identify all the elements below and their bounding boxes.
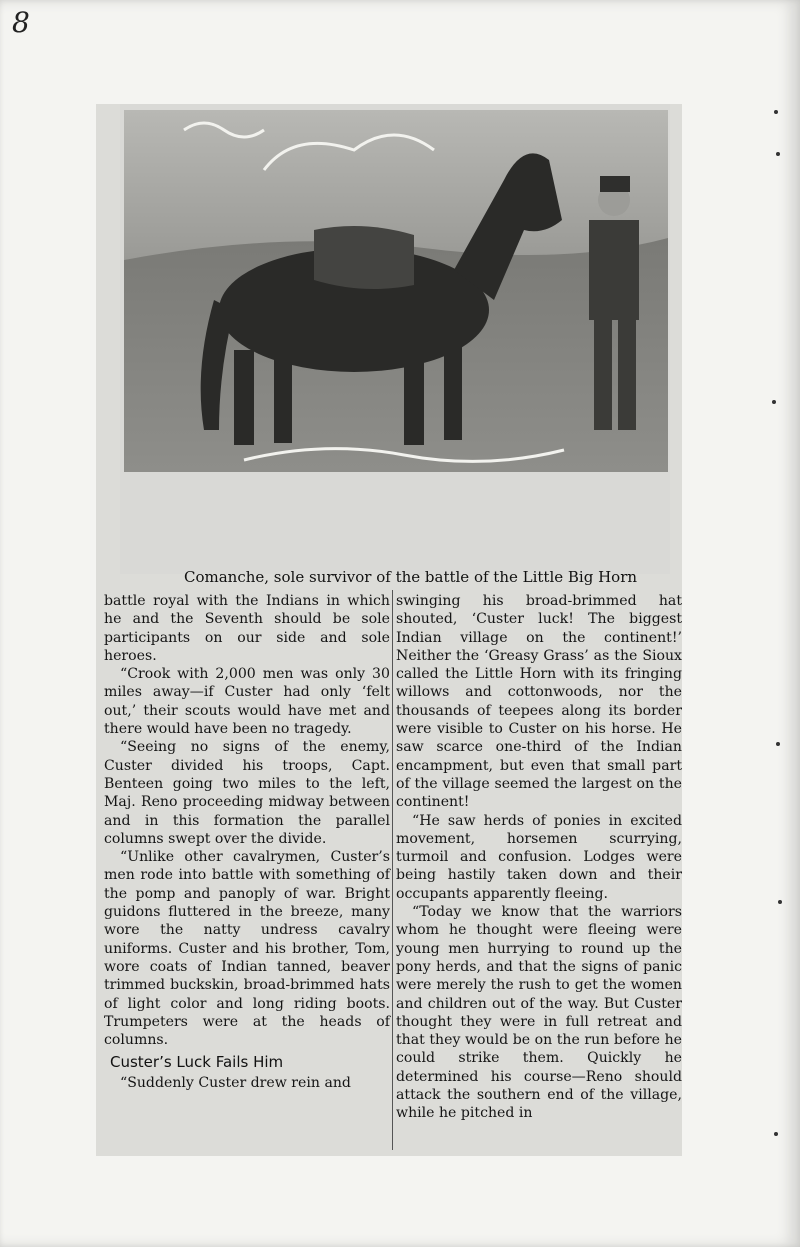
- scan-speck: [778, 900, 782, 904]
- section-subhead: Custer’s Luck Fails Him: [110, 1053, 284, 1072]
- scan-speck: [774, 110, 778, 114]
- scan-speck: [776, 742, 780, 746]
- paragraph: “Unlike other cavalrymen, Custer’s men rode into battle with something of the pomp and panoply of war. Bright guidons fluttered in the breeze, many wore the natty undress cavalry uniforms. Custer and his brother, Tom, wore coats of Indian tanned, beaver trimmed buckskin, broad-brimmed hats of light color and long riding boots. Trumpeters were at the heads of columns.: [104, 849, 390, 1049]
- scan-speck: [776, 152, 780, 156]
- paragraph: “Suddenly Custer drew rein and: [120, 1074, 351, 1091]
- article-column-right: [396, 592, 682, 1123]
- page-number: 8: [12, 6, 30, 39]
- paragraph: swinging his broad-brimmed hat shouted, ‘Custer luck! The biggest Indian village on the continent!’ Neither the ‘Greasy Grass’ as the Sioux called the Little Horn with its fringing willows and cottonwoods, nor the thousands of teepees along its border were visible to Custer on his horse. He saw scarce one-third of the Indian encampment, but even that small part of the village seemed the largest on the continent!: [396, 593, 682, 811]
- paragraph: battle royal with the Indians in which he and the Seventh should be sole participants on our side and sole heroes.: [104, 593, 390, 664]
- column-divider: [392, 590, 393, 1150]
- article-column-left: [104, 592, 390, 1092]
- scan-speck: [774, 1132, 778, 1136]
- paragraph: “Today we know that the warriors whom he thought were fleeing were young men hurrying to round up the pony herds, and that the signs of panic were merely the rush to get the women and children out of the way. But Custer thought they were in full retreat and that they would be on the run before he could strike them. Quickly he determined his course—Reno should attack the southern end of the village, while he pitched in: [396, 904, 682, 1122]
- horse-photo-illustration: [124, 110, 668, 472]
- paragraph: “Seeing no signs of the enemy, Custer divided his troops, Capt. Benteen going two miles to the left, Maj. Reno proceeding midway between and in this formation the parallel columns swept over the divide.: [104, 739, 390, 847]
- horse-photo: [124, 110, 668, 472]
- photo-caption: Comanche, sole survivor of the battle of the Little Big Horn: [184, 568, 638, 586]
- scan-speck: [772, 400, 776, 404]
- paragraph: “Crook with 2,000 men was only 30 miles away—if Custer had only ‘felt out,’ their scouts would have met and there would have been no tragedy.: [104, 666, 390, 738]
- paragraph: “He saw herds of ponies in excited movement, horsemen scurrying, turmoil and confusion. Lodges were being hastily taken down and their occupants apparently fleeing.: [396, 812, 682, 902]
